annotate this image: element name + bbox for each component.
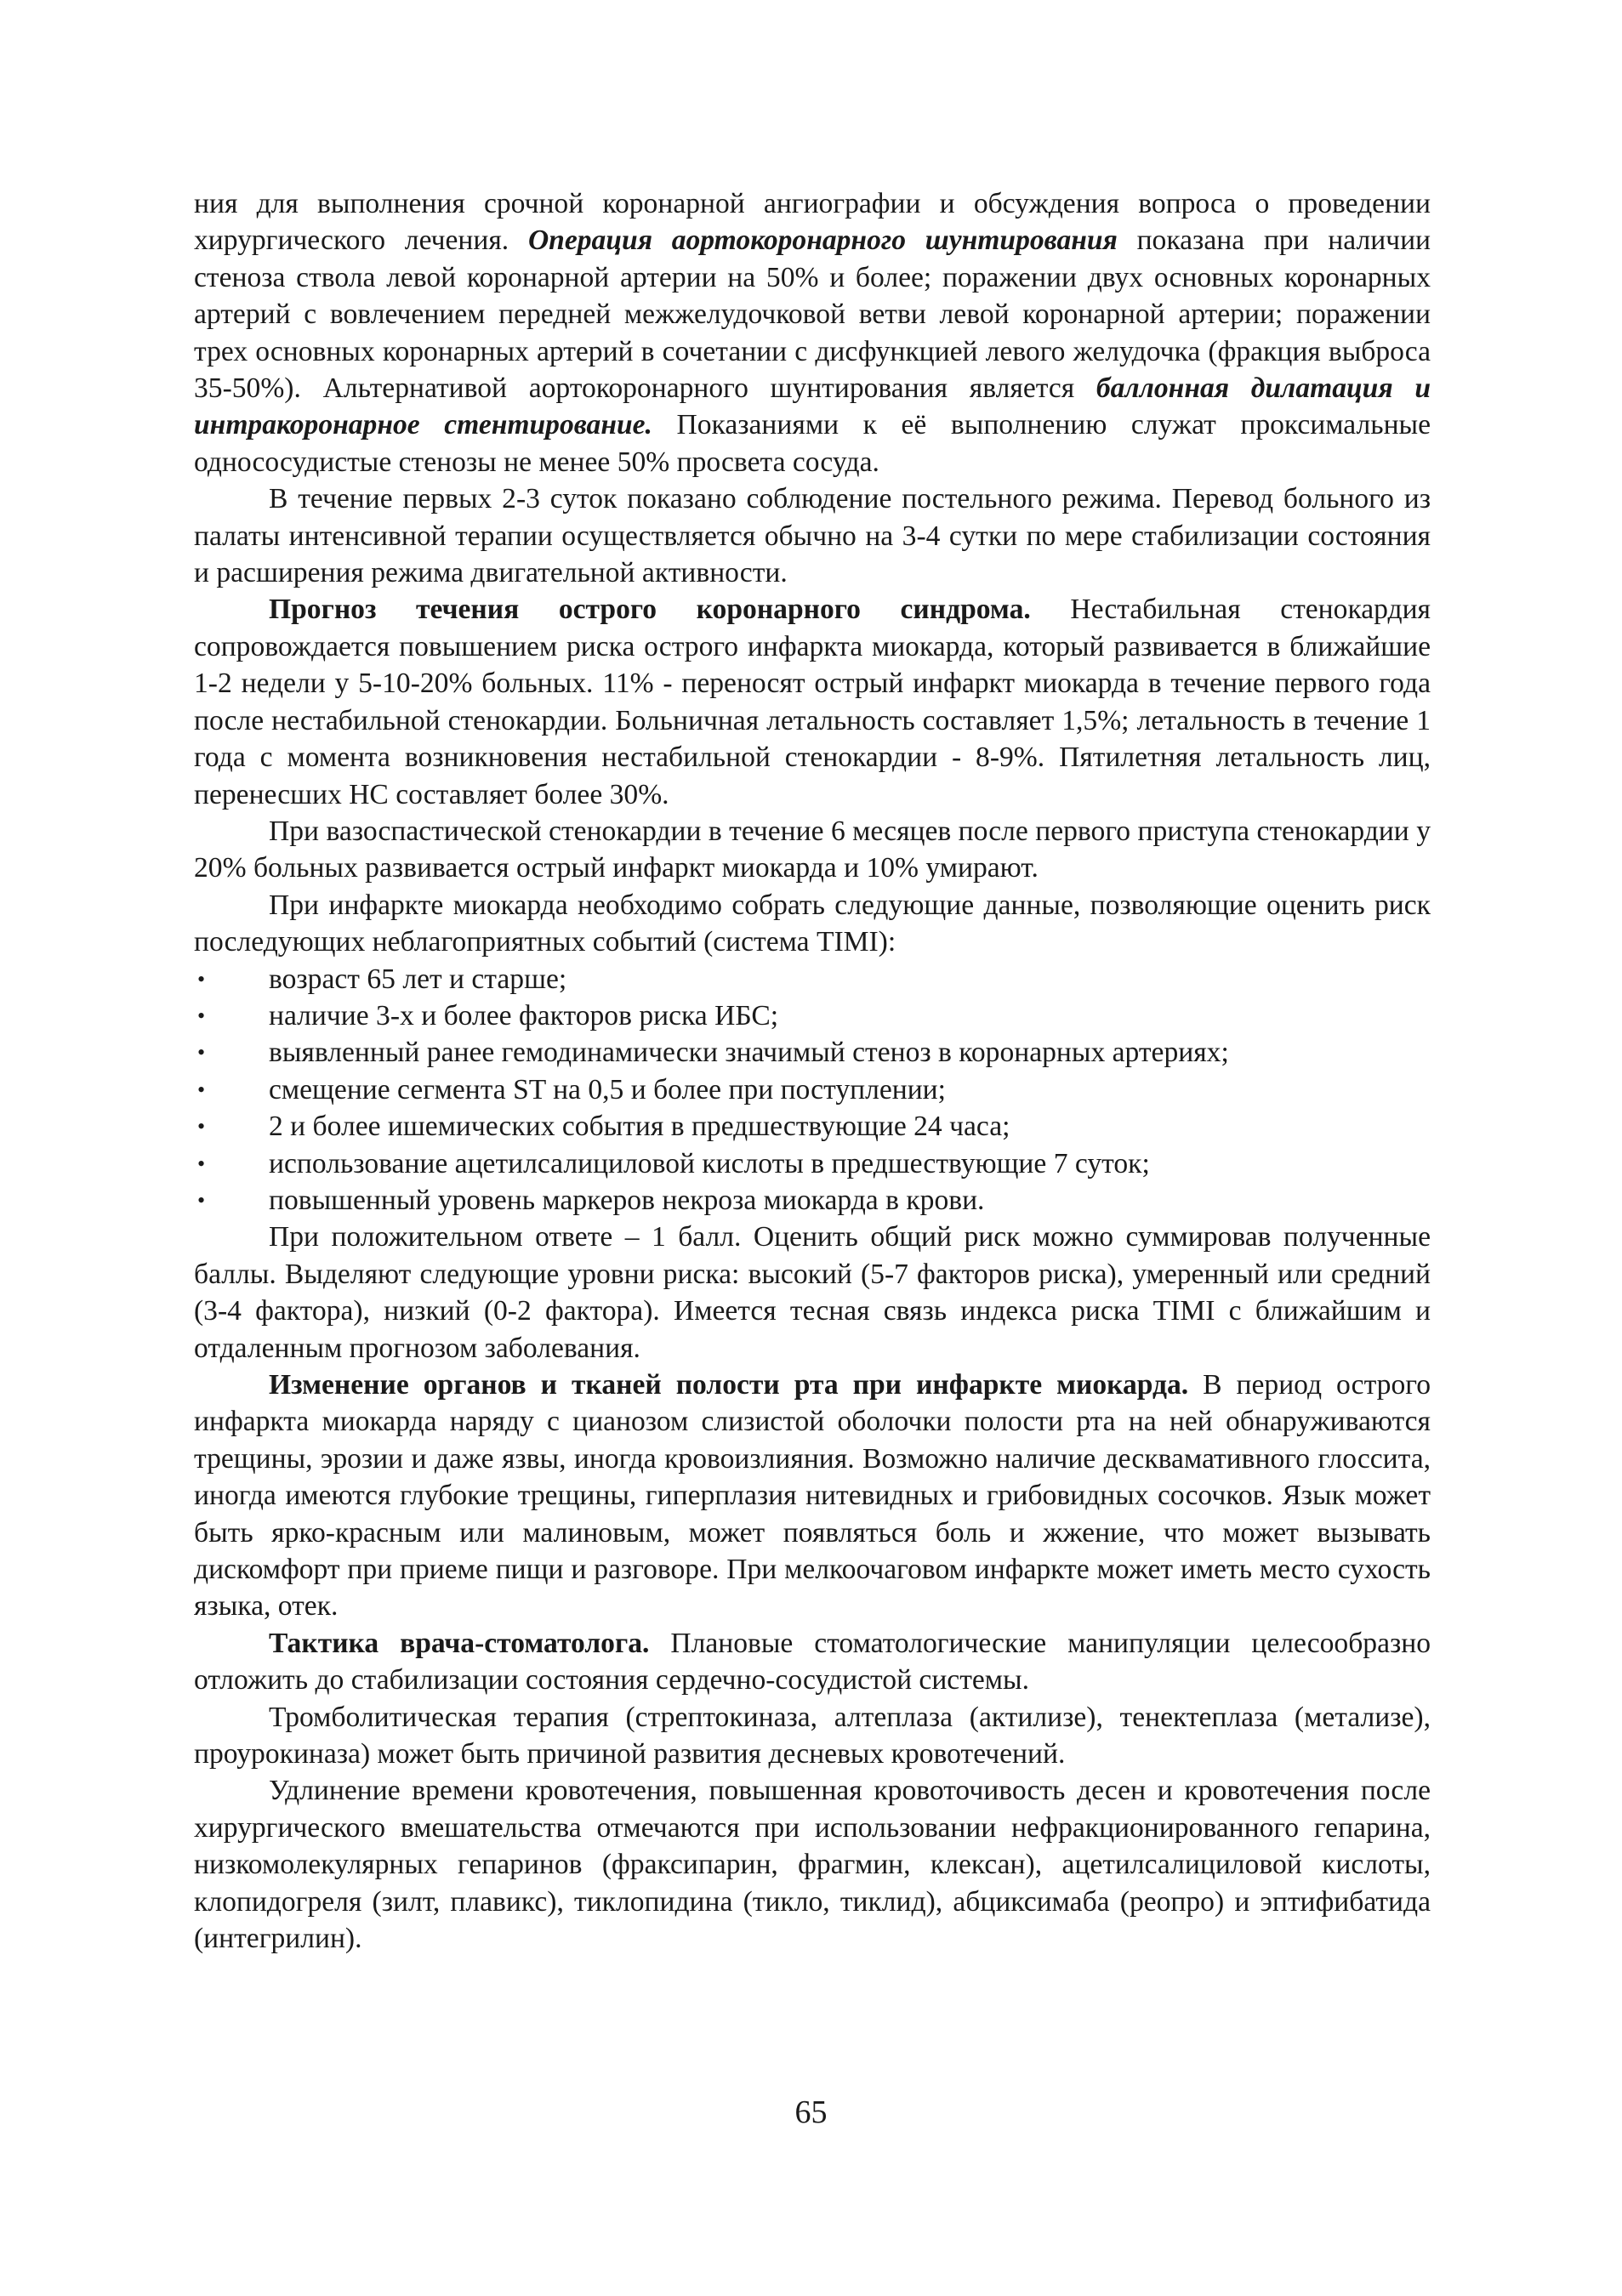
bullet-icon: • [197,966,206,992]
paragraph-scoring: При положительном ответе – 1 балл. Оценить общий риск можно суммировав полученные баллы. Выделяют следующие уровни риска: высокий (5-7 факторов риска), умеренный или средний (3-4 фактора), низкий (0-2 фактора). Имеется тесная связь индекса риска TIMI с ближайшим и отдаленным прогнозом заболевания. [194,1221,1431,1364]
paragraph-text: В период острого инфаркта миокарда наряду с цианозом слизистой оболочки полости рта на ней обнаруживаются трещины, эрозии и даже язвы, иногда кровоизлияния. Возможно наличие десквамативного глоссита, иногда имеются глубокие трещины, гиперплазия нитевидных и грибовидных сосочков. Язык может быть ярко-красным или малиновым, может появляться боль и жжение, что может вызывать дискомфорт при приеме пищи и разговоре. При мелкоочаговом инфаркте может иметь место сухость языка, отек. [194,1369,1431,1623]
paragraph-text: Плановые стоматологические манипуляции целесообразно отложить до стабилизации состояния сердечно-сосудистой системы. [194,1627,1431,1696]
list-item-text: выявленный ранее гемодинамически значимый стеноз в коронарных артериях; [269,1037,1229,1069]
list-item [194,1108,1431,1145]
bullet-icon: • [197,1151,206,1176]
list-item-text: 2 и более ишемических события в предшествующие 24 часа; [269,1111,1010,1143]
list-item [194,1145,1431,1182]
emphasis-cabg: Операция аортокоронарного шунтирования [527,224,1118,257]
list-item-text: наличие 3-х и более факторов риска ИБС; [269,999,779,1031]
paragraph-thrombolytic: Тромболитическая терапия (стрептокиназа, алтеплаза (актилизе), тенектеплаза (метализе), проурокиназа) может быть причиной развития десневых кровотечений. [194,1701,1431,1770]
paragraph-dentist-tactics [194,1625,1431,1699]
list-item [194,1182,1431,1219]
paragraph-oral-changes [194,1367,1431,1625]
bullet-icon: • [197,1114,206,1139]
paragraph-text: показана при наличии стеноза ствола левой коронарной артерии на 50% и более; поражении двух основных коронарных артерий с вовлечением передней межжелудочковой ветви левой коронарной артерии; поражении трех основных коронарных артерий в сочетании с дисфункцией левого желудочка (фракция выброса 35-50%). Альтернативой аортокоронарного шунтирования является [194,224,1431,405]
list-item-text: повышенный уровень маркеров некроза миокарда в крови. [269,1184,985,1216]
section-heading-oral-changes: Изменение органов и тканей полости рта при инфаркте миокарда. [269,1369,1189,1401]
list-item-text: смещение сегмента ST на 0,5 и более при поступлении; [269,1073,946,1105]
list-item [194,1034,1431,1071]
list-item-text: использование ацетилсалициловой кислоты в предшествующие 7 суток; [269,1147,1150,1179]
section-heading-dentist-tactics: Тактика врача-стоматолога. [269,1627,650,1659]
bullet-icon: • [197,1003,206,1028]
bullet-icon: • [197,1040,206,1066]
paragraph-text: Показаниями к её выполнению служат проксимальные однососудистые стенозы не менее 50% просвета сосуда. [194,409,1431,478]
paragraph-bleeding: Удлинение времени кровотечения, повышенная кровоточивость десен и кровотечения после хирургического вмешательства отмечаются при использовании нефракционированного гепарина, низкомолекулярных гепаринов (фраксипарин, фрагмин, клексан), ацетилсалициловой кислоты, клопидогреля (зилт, плавикс), тиклопидина (тикло, тиклид), абциксимаба (реопро) и эптифибатида (интегрилин). [194,1775,1431,1955]
emphasis-stenting: баллонная дилатация и интракоронарное стентирование. [194,372,1431,441]
list-item [194,997,1431,1034]
paragraph-prognosis [194,591,1431,812]
paragraph-bed-rest: В течение первых 2-3 суток показано соблюдение постельного режима. Перевод больного из палаты интенсивной терапии осуществляется обычно на 3-4 сутки по мере стабилизации состояния и расширения режима двигательной активности. [194,483,1431,589]
list-item [194,1071,1431,1108]
paragraph-surgery [194,185,1431,480]
section-heading-prognosis: Прогноз течения острого коронарного синдрома. [269,594,1031,626]
list-item-text: возраст 65 лет и старше; [269,963,567,995]
page-number: 65 [794,2094,828,2130]
paragraph-text: Нестабильная стенокардия сопровождается повышением риска острого инфаркта миокарда, который развивается в ближайшие 1-2 недели у 5-10-20% больных. 11% - переносят острый инфаркт миокарда в течение первого года после нестабильной стенокардии. Больничная летальность составляет 1,5%; летальность в течение 1 года с момента возникновения нестабильной стенокардии - 8-9%. Пятилетняя летальность лиц, перенесших НС составляет более 30%. [194,594,1431,810]
paragraph-vasospastic: При вазоспастической стенокардии в течение 6 месяцев после первого приступа стенокардии у 20% больных развивается острый инфаркт миокарда и 10% умирают. [194,815,1431,884]
page-body [194,185,1431,1958]
timi-risk-list [194,961,1431,1219]
bullet-icon: • [197,1077,206,1102]
paragraph-text: ния для выполнения срочной коронарной ангиографии и обсуждения вопроса о проведении хирургического лечения. [194,188,1431,257]
bullet-icon: • [197,1187,206,1213]
list-item [194,961,1431,997]
paragraph-timi-intro: При инфаркте миокарда необходимо собрать следующие данные, позволяющие оценить риск последующих неблагоприятных событий (система TIMI): [194,889,1431,958]
